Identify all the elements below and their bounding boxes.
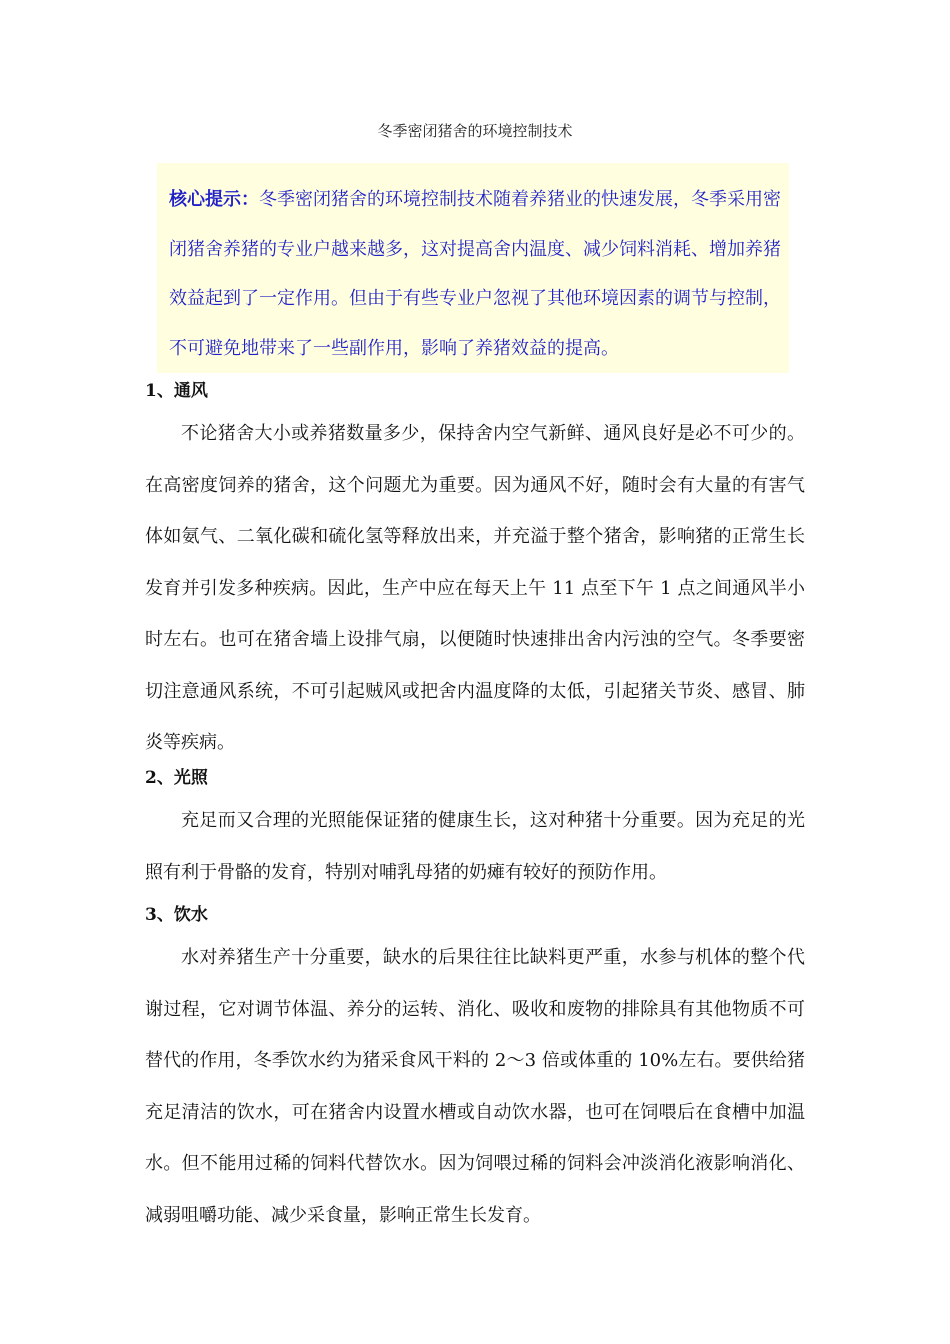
section-body-lighting: 充足而又合理的光照能保证猪的健康生长，这对种猪十分重要。因为充足的光照有利于骨骼的发育，特别对哺乳母猪的奶瘫有较好的预防作用。 [145,810,805,883]
section-heading-drinking-water: 3、饮水 [145,905,208,925]
core-summary-text: 冬季密闭猪舍的环境控制技术随着养猪业的快速发展，冬季采用密闭猪舍养猪的专业户越来越多，这对提高舍内温度、减少饲料消耗、增加养猪效益起到了一定作用。但由于有些专业户忽视了其他环境因素的调节与控制，不可避免地带来了一些副作用，影响了养猪效益的提高。 [169,189,781,359]
section-heading-lighting: 2、光照 [145,768,208,788]
document-title: 冬季密闭猪舍的环境控制技术 [377,122,573,140]
section-body-ventilation: 不论猪舍大小或养猪数量多少，保持舍内空气新鲜、通风良好是必不可少的。在高密度饲养的猪舍，这个问题尤为重要。因为通风不好，随时会有大量的有害气体如氨气、二氧化碳和硫化氢等释放出来，并充溢于整个猪舍，影响猪的正常生长发育并引发多种疾病。因此，生产中应在每天上午 11 点至下午 1 点之间通风半小时左右。也可在猪舍墙上设排气扇，以便随时快速排出舍内污浊的空气。冬季要密切注意通风系统，不可引起贼风或把舍内温度降的太低，引起猪关节炎、感冒、肺炎等疾病。 [145,423,805,753]
section-heading-ventilation: 1、通风 [145,381,208,401]
core-summary-box [157,163,789,373]
core-summary-paragraph [169,175,781,373]
section-body-drinking-water: 水对养猪生产十分重要，缺水的后果往往比缺料更严重，水参与机体的整个代谢过程，它对调节体温、养分的运转、消化、吸收和废物的排除具有其他物质不可替代的作用，冬季饮水约为猪采食风干料的 2～3 倍或体重的 10%左右。要供给猪充足清洁的饮水，可在猪舍内设置水槽或自动饮水器，也可在饲喂后在食槽中加温水。但不能用过稀的饲料代替饮水。因为饲喂过稀的饲料会冲淡消化液影响消化、减弱咀嚼功能、减少采食量，影响正常生长发育。 [145,947,805,1226]
core-summary-label: 核心提示： [169,189,259,210]
